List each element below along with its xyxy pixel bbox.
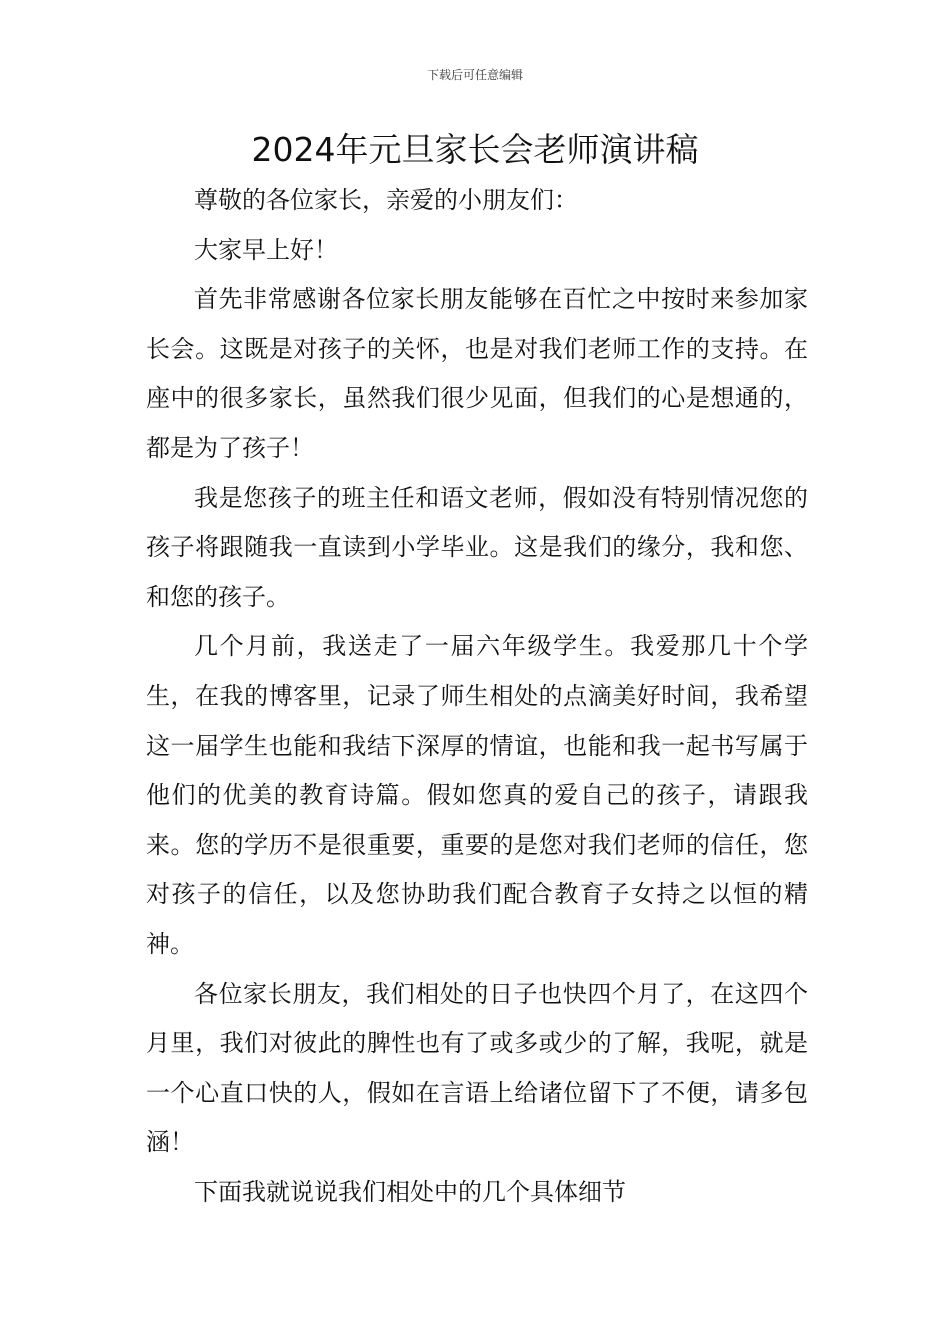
page-header-note: 下载后可任意编辑 (426, 68, 523, 82)
paragraph-four-months: 各位家长朋友，我们相处的日子也快四个月了，在这四个月里，我们对彼此的脾性也有了或多或少的了解，我呢，就是一个心直口快的人，假如在言语上给诸位留下了不便，请多包涵！ (146, 979, 808, 1157)
paragraph-previous-class: 几个月前，我送走了一届六年级学生。我爱那几十个学生，在我的博客里，记录了师生相处的点滴美好时间，我希望这一届学生也能和我结下深厚的情谊，也能和我一起书写属于他们的优美的教育诗篇。假如您真的爱自己的孩子，请跟我来。您的学历不是很重要，重要的是您对我们老师的信任，您对孩子的信任，以及您协助我们配合教育子女持之以恒的精神。 (146, 632, 808, 958)
paragraph-good-morning: 大家早上好！ (194, 235, 338, 264)
paragraph-introduction: 我是您孩子的班主任和语文老师，假如没有特别情况您的孩子将跟随我一直读到小学毕业。这是我们的缘分，我和您、和您的孩子。 (146, 483, 808, 611)
paragraph-thanks: 首先非常感谢各位家长朋友能够在百忙之中按时来参加家长会。这既是对孩子的关怀，也是对我们老师工作的支持。在座中的很多家长，虽然我们很少见面，但我们的心是想通的，都是为了孩子！ (146, 285, 808, 462)
paragraph-details-intro: 下面我就说说我们相处中的几个具体细节 (194, 1177, 626, 1206)
document-title: 2024年元旦家长会老师演讲稿 (251, 130, 699, 169)
paragraph-greeting: 尊敬的各位家长，亲爱的小朋友们： (194, 186, 578, 214)
document-body (146, 176, 808, 1217)
